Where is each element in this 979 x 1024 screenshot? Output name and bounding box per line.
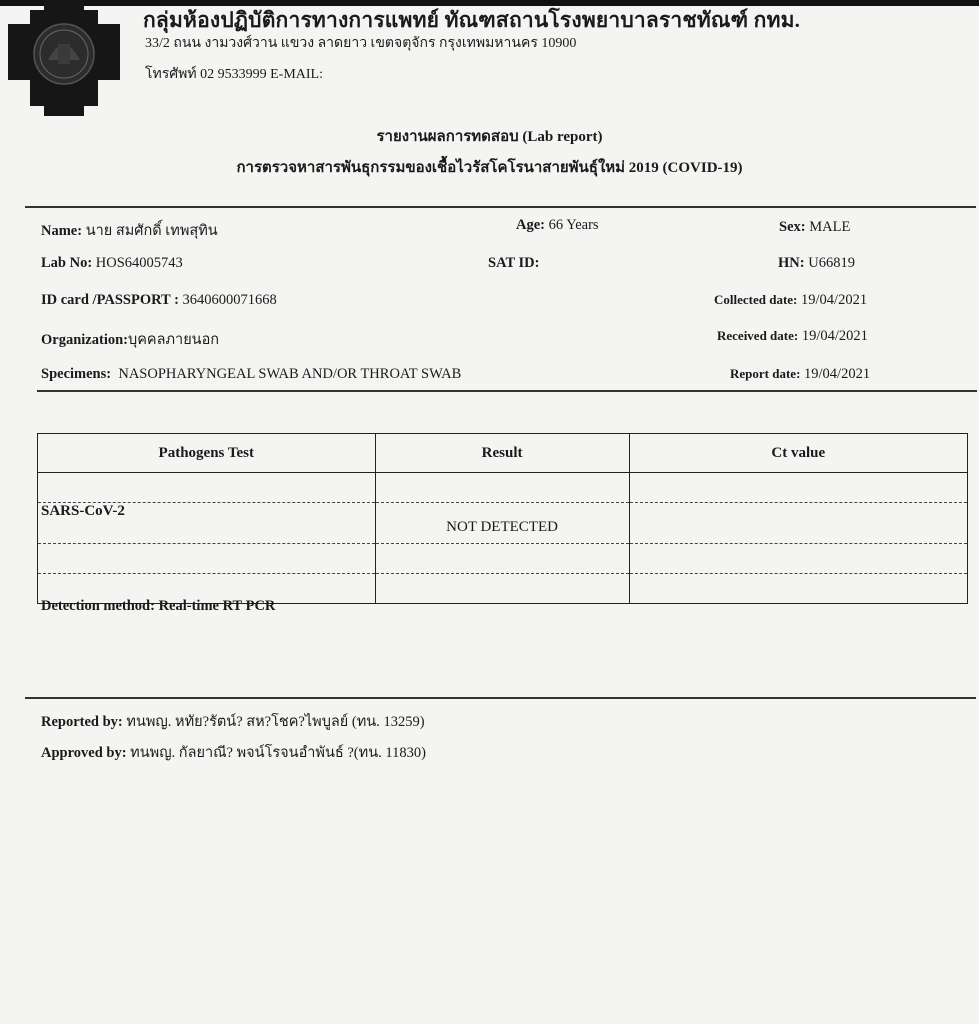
received-label: Received date: [717,328,799,343]
detection-method: Detection method: Real-time RT PCR [41,598,276,614]
sex-label: Sex: [779,219,806,235]
report-title: รายงานผลการทดสอบ (Lab report) [376,129,603,145]
reported-label: Reported by: [41,714,123,730]
sat-id [488,255,539,272]
lab-logo [8,0,120,116]
lab-address: 33/2 ถนน งามวงศ์วาน แขวง ลาดยาว เขตจตุจักร กรุงเทพมหานคร 10900 [145,36,577,51]
results-header-row [38,434,968,473]
cell-ct [629,473,967,503]
divider-mid [37,390,977,392]
cell-result: NOT DETECTED [375,503,629,544]
header-pathogens: Pathogens Test [38,434,376,473]
age-label: Age: [516,217,545,233]
table-row [38,473,968,503]
approved-label: Approved by: [41,745,127,761]
approved-value: ทนพญ. กัลยาณี? พจน์โรจนอำพันธ์ ?(ทน. 11830) [130,745,426,761]
collected-label: Collected date: [714,292,798,307]
collected-value: 19/04/2021 [801,292,868,308]
header-result: Result [375,434,629,473]
idcard-label: ID card /PASSPORT : [41,292,179,308]
reported-by [41,710,425,733]
org-value: บุคคลภายนอก [128,332,220,348]
divider-top [25,206,976,208]
cell-result [375,574,629,604]
divider-bottom [25,697,976,699]
report-subtitle: การตรวจหาสารพันธุกรรมของเชื้อไวรัสโคโรนาสายพันธุ์ใหม่ 2019 (COVID-19) [236,160,743,176]
satid-label: SAT ID: [488,255,540,271]
lab-phone: โทรศัพท์ 02 9533999 E-MAIL: [145,67,323,82]
patient-name [41,219,218,242]
lab-number [41,255,183,272]
report-date-label: Report date: [730,366,801,381]
received-date [717,328,868,345]
name-label: Name: [41,223,83,239]
cell-ct [629,503,967,544]
organization [41,328,219,351]
specimens-value: NASOPHARYNGEAL SWAB AND/OR THROAT SWAB [118,366,462,382]
patient-sex [779,219,850,236]
report-date [730,366,870,383]
collected-date [714,292,867,309]
table-row [38,544,968,574]
cell-pathogen [38,473,376,503]
id-card [41,292,277,309]
lab-name: กลุ่มห้องปฏิบัติการทางการแพทย์ ทัณฑสถานโรงพยาบาลราชทัณฑ์ กทม. [143,8,801,32]
table-row [38,503,968,544]
cell-pathogen [38,544,376,574]
reported-value: ทนพญ. หทัย?รัตน์? สห?โชค?ไพบูลย์ (ทน. 13259) [126,714,425,730]
report-date-value: 19/04/2021 [804,366,871,382]
org-label: Organization: [41,332,128,348]
hospital-number [778,255,855,272]
hn-label: HN: [778,255,805,271]
header-ct-value: Ct value [629,434,967,473]
age-value: 66 Years [548,217,599,233]
cell-pathogen: SARS-CoV-2 [38,503,376,544]
cell-result [375,473,629,503]
cell-ct [629,544,967,574]
idcard-value: 3640600071668 [182,292,277,308]
approved-by [41,741,426,764]
specimens-label: Specimens: [41,366,112,382]
sex-value: MALE [809,219,851,235]
labno-value: HOS64005743 [95,255,183,271]
labno-label: Lab No: [41,255,93,271]
patient-age [516,217,599,234]
hn-value: U66819 [808,255,855,271]
specimens [41,366,461,383]
cell-ct [629,574,967,604]
name-value: นาย สมศักดิ์ เทพสุทิน [85,223,218,239]
received-value: 19/04/2021 [801,328,868,344]
cell-result [375,544,629,574]
results-table [37,433,968,604]
